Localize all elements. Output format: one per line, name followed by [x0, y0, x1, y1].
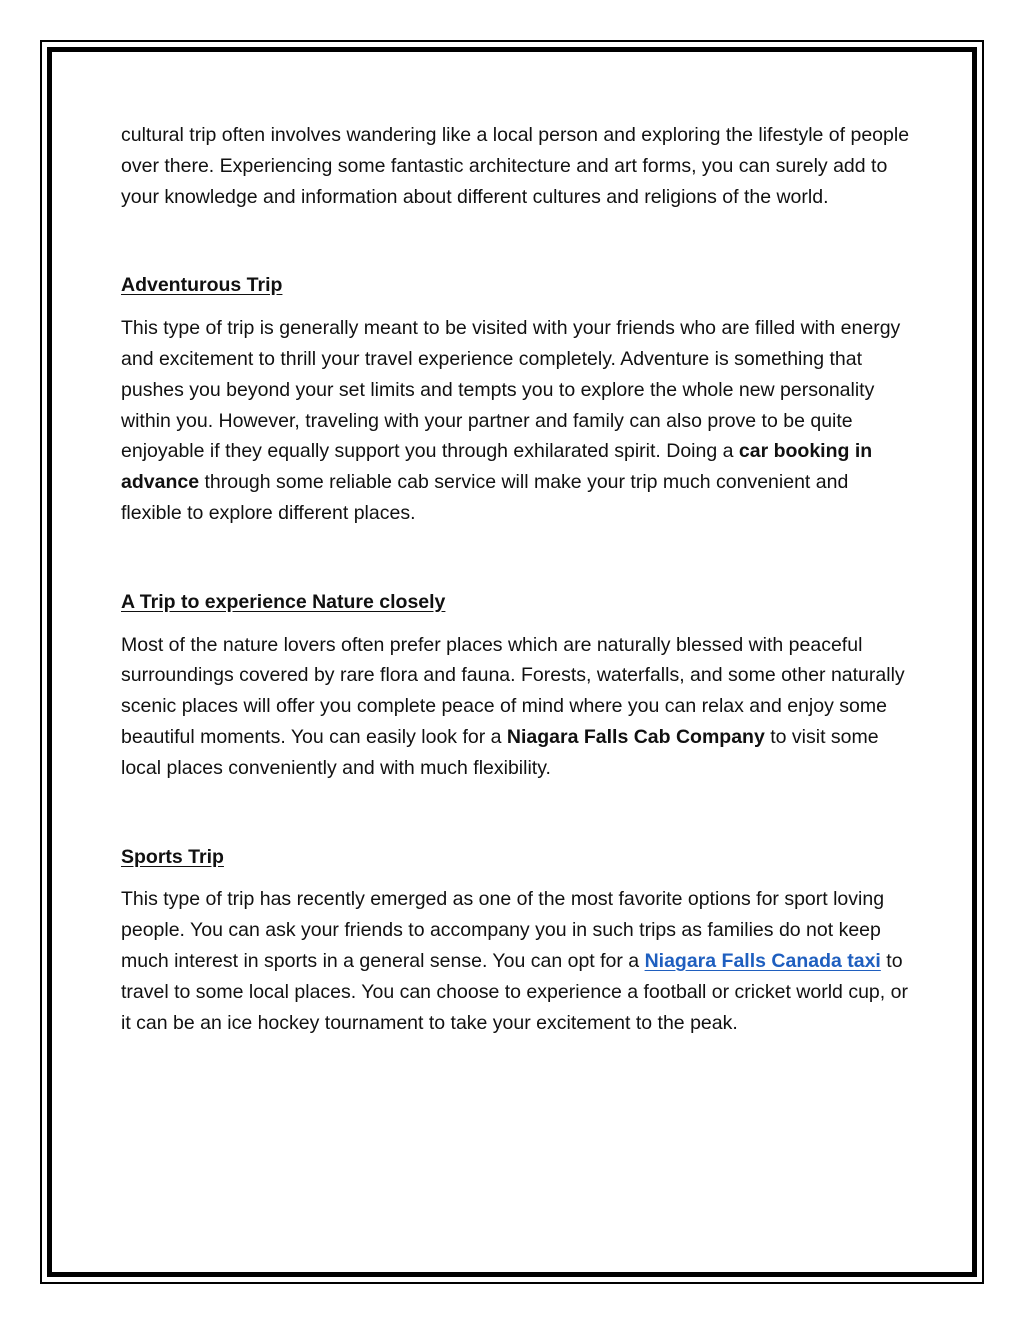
adventurous-text-after: through some reliable cab service will make your trip much convenient and flexible to explore different places. [121, 471, 849, 524]
sports-text-before: This type of trip has recently emerged as one of the most favorite options for sport loving people. You can ask your friends to accompany you in such trips as families do not keep much interest in sports in a general sense. You can opt for a [121, 888, 885, 972]
sports-paragraph [121, 884, 911, 1038]
sports-text-after: to travel to some local places. You can choose to experience a football or cricket world cup, or it can be an ice hockey tournament to take your excitement to the peak. [121, 949, 908, 1034]
nature-text-after: to visit some local places conveniently and with much flexibility. [121, 725, 879, 779]
document-body [121, 120, 911, 1038]
nature-text-before: Most of the nature lovers often prefer places which are naturally blessed with peaceful surroundings covered by rare flora and fauna. Forests, waterfalls, and some other naturally scenic places will offer you complete peace of mind where you can relax and enjoy some beautiful moments. You can easily look for a [121, 633, 905, 748]
niagara-falls-canada-taxi-link[interactable]: Niagara Falls Canada taxi [644, 949, 881, 972]
adventurous-bold-phrase: car booking in advance [121, 440, 873, 494]
nature-bold-phrase: Niagara Falls Cab Company [506, 725, 765, 748]
heading-sports-trip: Sports Trip [121, 845, 224, 868]
intro-paragraph: cultural trip often involves wandering like a local person and exploring the lifestyle of people over there. Experiencing some fantastic architecture and art forms, you can surely add to your knowledge and information about different cultures and religions of the world. [121, 124, 910, 208]
heading-adventurous-trip: Adventurous Trip [121, 274, 283, 297]
heading-nature-trip: A Trip to experience Nature closely [121, 590, 446, 613]
adventurous-text-before: This type of trip is generally meant to be visited with your friends who are filled with energy and excitement to thrill your travel experience completely. Adventure is something that pushes you beyond your set limits and tempts you to explore the whole new personality within you. However, traveling with your partner and family can also prove to be quite enjoyable if they equally support you through exhilarated spirit. Doing a [121, 317, 901, 463]
nature-paragraph [121, 630, 911, 784]
adventurous-paragraph [121, 313, 911, 529]
